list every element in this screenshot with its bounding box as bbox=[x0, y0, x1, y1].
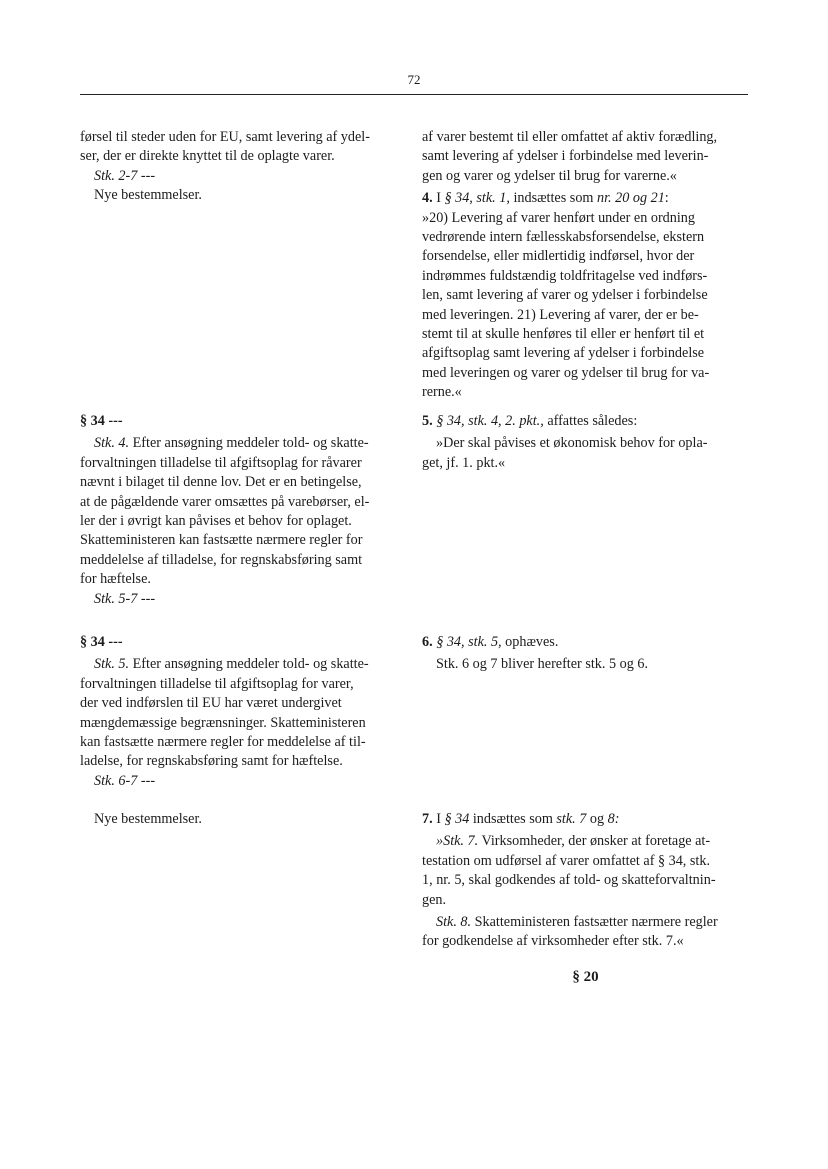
section-marker: § 20 bbox=[572, 969, 599, 985]
stk-label: Stk. 8. bbox=[436, 914, 472, 931]
item-number: 7. bbox=[422, 811, 433, 827]
text-line: kan fastsætte nærmere regler for meddelelse af til- bbox=[80, 734, 366, 751]
quote-line: »20) Levering af varer henført under en ordning bbox=[422, 209, 695, 226]
text-line: Skatteministeren kan fastsætte nærmere regler for bbox=[80, 532, 363, 549]
amendment-block-2 bbox=[422, 412, 749, 473]
item-text: I bbox=[432, 190, 445, 207]
quote-line: rerne.« bbox=[422, 384, 462, 401]
item-number: 6. bbox=[422, 634, 433, 650]
text-line: der ved indførslen til EU har været undergivet bbox=[80, 695, 342, 712]
section-heading: § 34 --- bbox=[80, 634, 123, 650]
current-law-block-1 bbox=[80, 128, 407, 206]
text-line: førsel til steder uden for EU, samt levering af ydel- bbox=[80, 129, 370, 145]
stk-reference: Stk. 6-7 --- bbox=[94, 772, 156, 789]
stk-label: Stk. 5. bbox=[94, 656, 130, 673]
text-line: Skatteministeren fastsætter nærmere regler bbox=[471, 914, 718, 931]
current-law-block-2 bbox=[80, 412, 407, 609]
text-line: Virksomheder, der ønsker at foretage at- bbox=[478, 833, 711, 850]
stk-reference: Stk. 2-7 --- bbox=[94, 167, 156, 184]
quote-mark: » bbox=[436, 833, 444, 850]
text-line: Stk. 6 og 7 bliver herefter stk. 5 og 6. bbox=[436, 656, 648, 673]
text-line: Efter ansøgning meddeler told- og skatte- bbox=[129, 435, 369, 452]
current-law-block-3 bbox=[80, 633, 407, 791]
header-rule bbox=[80, 94, 748, 95]
law-reference: stk. 7 bbox=[556, 811, 587, 827]
page-number: 72 bbox=[407, 72, 421, 87]
item-text: indsættes som bbox=[469, 811, 557, 827]
quote-line: get, jf. 1. pkt.« bbox=[422, 454, 506, 471]
paragraph-line bbox=[80, 655, 407, 674]
quote-line: forsendelse, eller midlertidig indførsel, hvor der bbox=[422, 248, 695, 265]
quote-line: for godkendelse af virksomheder efter stk. 7.« bbox=[422, 933, 684, 950]
law-reference: § 34, stk. 1, bbox=[444, 190, 510, 207]
item-text: ophæves. bbox=[501, 634, 559, 650]
note-text: Nye bestemmelser. bbox=[94, 187, 202, 204]
quote-line: »Der skal påvises et økonomisk behov for opla- bbox=[436, 435, 708, 452]
footer-block bbox=[422, 968, 749, 987]
amendment-item bbox=[422, 810, 749, 829]
text-line: for hæftelse. bbox=[80, 571, 151, 588]
text-line: at de pågældende varer omsættes på varebørser, el- bbox=[80, 493, 370, 510]
quote-line: med leveringen og varer og ydelser til brug for va- bbox=[422, 364, 710, 381]
text-line: gen og varer og ydelser til brug for varerne.« bbox=[422, 167, 677, 184]
text-line: forvaltningen tilladelse til afgiftsoplag for varer, bbox=[80, 675, 354, 692]
law-reference: § 34, stk. 5, bbox=[436, 634, 502, 650]
text-line: mængdemæssige begrænsninger. Skatteministeren bbox=[80, 714, 366, 731]
section-heading: § 34 --- bbox=[80, 413, 123, 429]
stk-label: Stk. 7. bbox=[443, 833, 479, 850]
text-line: forvaltningen tilladelse til afgiftsoplag for råvarer bbox=[80, 454, 362, 471]
text-line: ler der i øvrigt kan påvises et behov for oplaget. bbox=[80, 513, 352, 530]
stk-reference: Stk. 5-7 --- bbox=[94, 590, 156, 607]
paragraph-line bbox=[80, 434, 407, 453]
item-text: affattes således: bbox=[543, 413, 638, 429]
text-line: ser, der er direkte knyttet til de oplagte varer. bbox=[80, 148, 335, 165]
text-line: samt levering af ydelser i forbindelse med leverin- bbox=[422, 148, 709, 165]
amendment-item bbox=[422, 633, 749, 652]
quote-line: indrømmes fuldstændig toldfritagelse ved indførs- bbox=[422, 267, 708, 284]
text-line: ladelse, for regnskabsføring samt for hæftelse. bbox=[80, 753, 343, 770]
text-line: nævnt i bilaget til denne lov. Det er en betingelse, bbox=[80, 474, 362, 491]
item-text: og bbox=[586, 811, 608, 827]
amendment-item bbox=[422, 412, 749, 431]
item-text: indsættes som bbox=[509, 190, 597, 207]
item-text: : bbox=[664, 190, 669, 207]
note-text: Nye bestemmelser. bbox=[94, 811, 202, 827]
quote-line bbox=[422, 832, 749, 851]
text-line: af varer bestemt til eller omfattet af aktiv forædling, bbox=[422, 129, 718, 145]
text-line: Efter ansøgning meddeler told- og skatte- bbox=[129, 656, 369, 673]
amendment-block-4 bbox=[422, 810, 749, 952]
item-number: 4. bbox=[422, 190, 433, 207]
amendment-block-3 bbox=[422, 633, 749, 675]
quote-line: 1, nr. 5, skal godkendes af told- og skatteforvaltnin- bbox=[422, 872, 716, 889]
item-text: I bbox=[432, 811, 445, 827]
quote-line bbox=[422, 913, 749, 932]
stk-label: Stk. 4. bbox=[94, 435, 130, 452]
current-law-block-4 bbox=[80, 810, 407, 829]
text-line: meddelelse af tilladelse, for regnskabsføring samt bbox=[80, 551, 363, 568]
amendment-block-1 bbox=[422, 128, 749, 403]
quote-line: med leveringen. 21) Levering af varer, der er be- bbox=[422, 306, 699, 323]
quote-line: len, samt levering af varer og ydelser i forbindelse bbox=[422, 287, 708, 304]
quote-line: afgiftsoplag samt levering af ydelser i forbindelse bbox=[422, 345, 705, 362]
amendment-item bbox=[422, 189, 749, 208]
quote-line: gen. bbox=[422, 891, 447, 908]
quote-line: stemt til at skulle henføres til eller er henført til et bbox=[422, 326, 705, 343]
law-reference: § 34, stk. 4, 2. pkt., bbox=[436, 413, 544, 429]
law-reference: 8: bbox=[607, 811, 620, 827]
quote-line: testation om udførsel af varer omfattet af § 34, stk. bbox=[422, 852, 710, 869]
item-number: 5. bbox=[422, 413, 433, 429]
law-reference: § 34 bbox=[444, 811, 470, 827]
law-reference: nr. 20 og 21 bbox=[597, 190, 665, 207]
quote-line: vedrørende intern fællesskabsforsendelse, ekstern bbox=[422, 229, 705, 246]
